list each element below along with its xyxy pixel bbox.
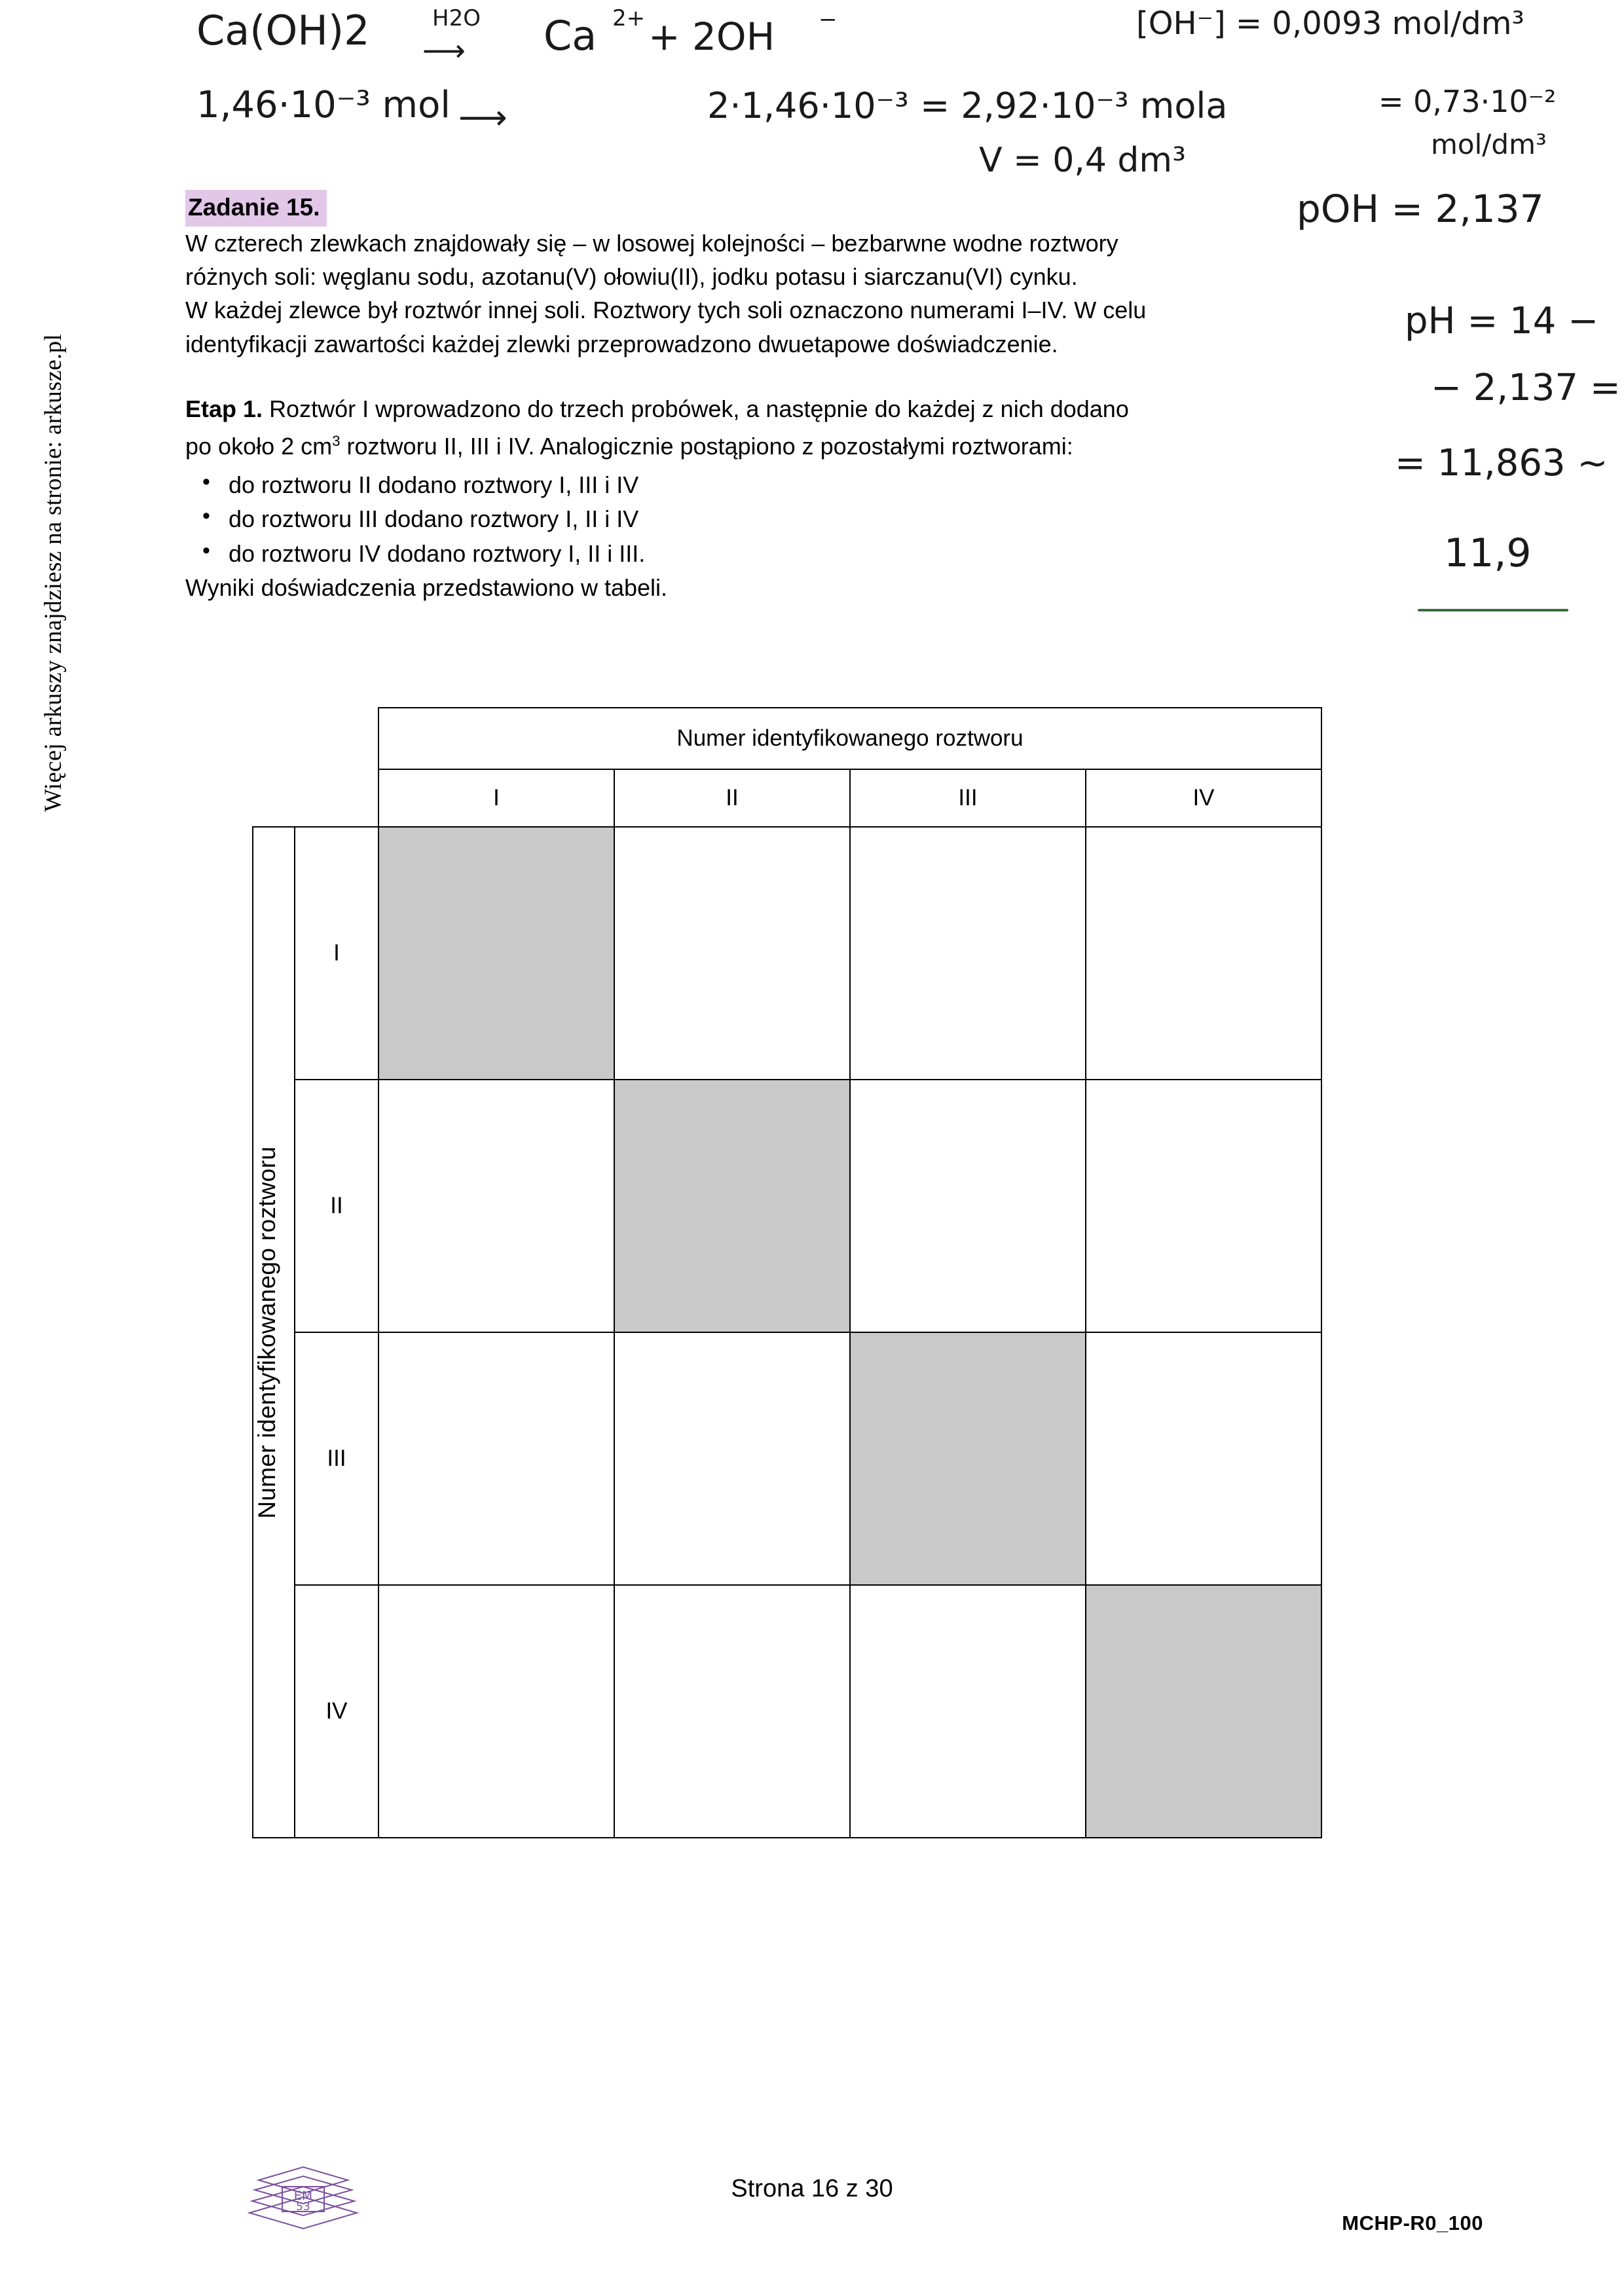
table-cell-III-III bbox=[850, 1332, 1086, 1585]
handwriting-underline bbox=[1418, 609, 1568, 611]
handwriting-line-2-sup: 2+ bbox=[612, 5, 646, 31]
table-cell-I-IV bbox=[1086, 827, 1321, 1080]
handwriting-volume: V = 0,4 dm³ bbox=[979, 141, 1186, 180]
list-item: • do roztworu III dodano roztwory I, II i IV bbox=[185, 502, 1430, 537]
table-header-row-numbers bbox=[253, 769, 1321, 827]
table-corner-empty-mid-2 bbox=[295, 769, 378, 827]
etap-1-label: Etap 1. bbox=[185, 395, 263, 422]
handwriting-line-2: Ca bbox=[544, 12, 597, 60]
table-cell-IV-IV bbox=[1086, 1585, 1321, 1838]
handwriting-line-3: + 2OH bbox=[648, 14, 775, 59]
handwriting-concentration-unit: mol/dm³ bbox=[1431, 128, 1547, 160]
table-column-group-header: Numer identyfikowanego roztworu bbox=[378, 708, 1321, 769]
etap-1-text: Roztwór I wprowadzono do trzech probówek, a następnie do każdej z nich dodano bbox=[269, 395, 1129, 422]
table-col-header-2: II bbox=[614, 769, 850, 827]
svg-text:53: 53 bbox=[296, 2200, 310, 2214]
table-row-group-label: Numer identyfikowanego roztworu bbox=[253, 1146, 280, 1519]
etap-1-line-2 bbox=[185, 429, 1430, 464]
task-intro-line-3: W każdej zlewce był roztwór innej soli. Roztwory tych soli oznaczono numerami I–IV. W celu bbox=[185, 297, 1147, 324]
handwriting-ph-line1: pH = 14 − bbox=[1405, 300, 1599, 342]
table-cell-IV-III bbox=[850, 1585, 1086, 1838]
task-intro-line-4: identyfikacji zawartości każdej zlewki przeprowadzono dwuetapowe doświadczenie. bbox=[185, 330, 1058, 357]
table-row bbox=[253, 1332, 1321, 1585]
table-row-group-header bbox=[253, 827, 295, 1838]
table-row bbox=[253, 1585, 1321, 1838]
exam-code: MCHP-R0_100 bbox=[1342, 2212, 1483, 2234]
handwriting-concentration-result: = 0,73·10⁻² bbox=[1378, 84, 1557, 119]
task-header: Zadanie 15. bbox=[185, 190, 327, 227]
table-row bbox=[253, 1080, 1321, 1332]
handwriting-line-3-sup: − bbox=[819, 7, 838, 33]
handwriting-ph-line2: − 2,137 = bbox=[1431, 367, 1621, 409]
table-col-header-3: III bbox=[850, 769, 1086, 827]
etap-1-bullet-list bbox=[185, 468, 1430, 572]
results-table bbox=[252, 707, 1322, 1838]
cubic-exponent: 3 bbox=[332, 432, 341, 449]
list-item: • do roztworu II dodano roztwory I, III i IV bbox=[185, 468, 1430, 503]
table-row-label-4: IV bbox=[295, 1585, 378, 1838]
table-corner-empty-mid bbox=[253, 769, 295, 827]
task-closing-line: Wyniki doświadczenia przedstawiono w tabeli. bbox=[185, 574, 668, 602]
handwriting-moles-line: 1,46·10⁻³ mol bbox=[196, 84, 451, 126]
list-item: • do roztworu IV dodano roztwory I, II i III. bbox=[185, 537, 1430, 572]
task-content bbox=[185, 190, 1430, 604]
etap-1-rest-text: roztworu II, III i IV. Analogicznie postąpiono z pozostałymi roztworami: bbox=[340, 432, 1073, 460]
handwriting-moles-calc: 2·1,46·10⁻³ = 2,92·10⁻³ mola bbox=[707, 85, 1228, 126]
svg-text:EM: EM bbox=[293, 2189, 313, 2203]
table-row-label-3: III bbox=[295, 1332, 378, 1585]
table-cell-I-II bbox=[614, 827, 850, 1080]
page-number: Strona 16 z 30 bbox=[731, 2175, 893, 2202]
etap-1-volume-text: po około 2 cm bbox=[185, 432, 333, 460]
watermark-side-note: Więcej arkuszy znajdziesz na stronie: arkusze.pl bbox=[40, 334, 67, 812]
table-row-label-2: II bbox=[295, 1080, 378, 1332]
table-cell-III-I bbox=[378, 1332, 614, 1585]
paragraph-spacer bbox=[185, 361, 1430, 390]
table-cell-IV-I bbox=[378, 1585, 614, 1838]
task-intro-line-1: W czterech zlewkach znajdowały się – w losowej kolejności – bezbarwne wodne roztwory bbox=[185, 230, 1118, 257]
handwriting-ph-final: 11,9 bbox=[1444, 530, 1532, 576]
table-cell-I-I bbox=[378, 827, 614, 1080]
table-cell-II-II bbox=[614, 1080, 850, 1332]
table-cell-II-III bbox=[850, 1080, 1086, 1332]
handwriting-arrow-label: H2O bbox=[432, 5, 481, 31]
handwriting-arrow-2: ⟶ bbox=[458, 98, 507, 137]
table-cell-IV-II bbox=[614, 1585, 850, 1838]
handwriting-line-1: Ca(OH)2 bbox=[196, 7, 370, 54]
handwriting-arrow-1: ⟶ bbox=[422, 33, 466, 68]
table-corner-empty-top bbox=[253, 708, 295, 769]
table-corner-empty-top-2 bbox=[295, 708, 378, 769]
table-header-row-top bbox=[253, 708, 1321, 769]
table-cell-II-I bbox=[378, 1080, 614, 1332]
table-cell-III-IV bbox=[1086, 1332, 1321, 1585]
table-col-header-1: I bbox=[378, 769, 614, 827]
table-row bbox=[253, 827, 1321, 1080]
table-cell-III-II bbox=[614, 1332, 850, 1585]
table-col-header-4: IV bbox=[1086, 769, 1321, 827]
table-cell-I-III bbox=[850, 827, 1086, 1080]
handwriting-oh-concentration: [OH⁻] = 0,0093 mol/dm³ bbox=[1136, 5, 1524, 42]
table-row-label-1: I bbox=[295, 827, 378, 1080]
handwriting-poh: pOH = 2,137 bbox=[1297, 187, 1544, 231]
handwriting-ph-line3: = 11,863 ~ bbox=[1395, 442, 1608, 484]
task-intro-line-2: różnych soli: węglanu sodu, azotanu(V) ołowiu(II), jodku potasu i siarczanu(VI) cynku. bbox=[185, 263, 1078, 291]
etap-1-line-1 bbox=[185, 392, 1430, 427]
table-cell-II-IV bbox=[1086, 1080, 1321, 1332]
